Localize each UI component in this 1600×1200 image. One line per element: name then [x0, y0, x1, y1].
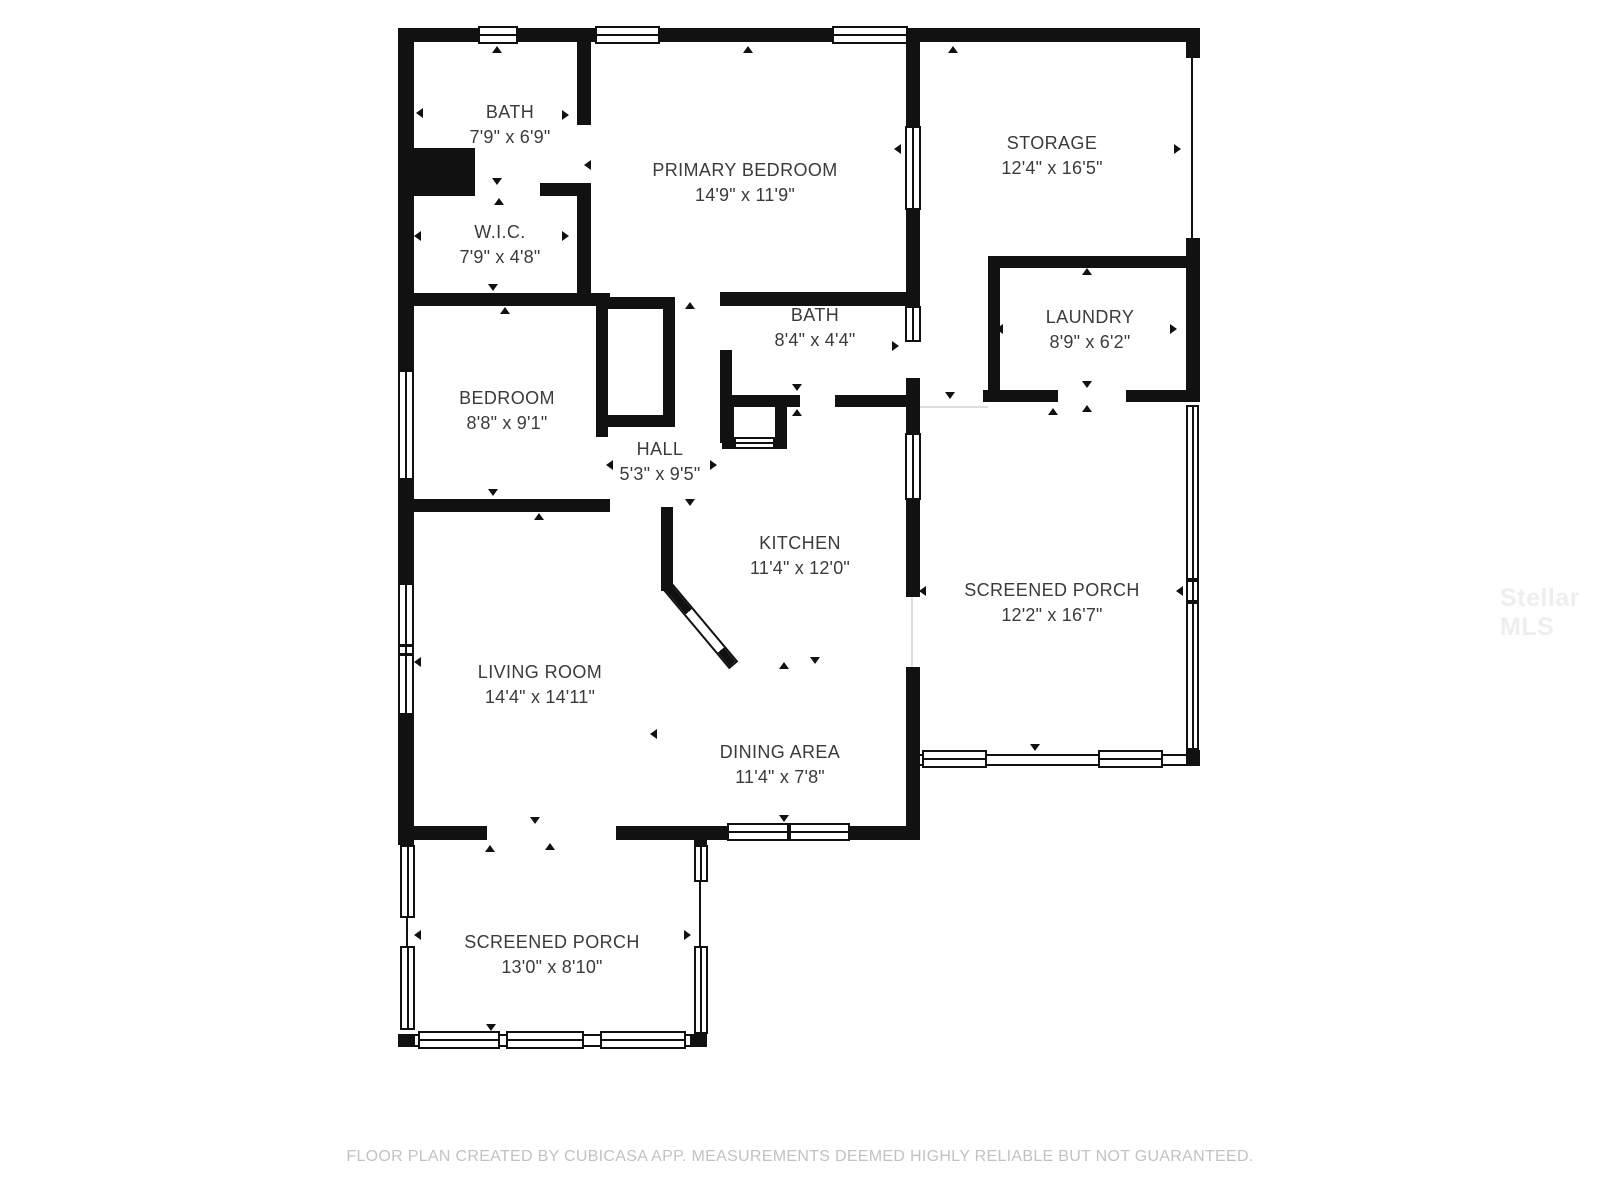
- window: [832, 26, 908, 44]
- room-name: SCREENED PORCH: [964, 580, 1140, 600]
- room-dimensions: 7'9" x 6'9": [469, 127, 551, 147]
- door-marker-icon: [685, 302, 695, 309]
- door-marker-icon: [1082, 381, 1092, 388]
- window-mullion: [398, 644, 414, 647]
- door-marker-icon: [494, 198, 504, 205]
- room-dimensions: 12'2" x 16'7": [1001, 605, 1103, 625]
- room-dimensions: 14'9" x 11'9": [695, 185, 795, 205]
- window-threshold: [734, 437, 775, 449]
- window: [905, 306, 921, 342]
- room-name: LAUNDRY: [1045, 307, 1135, 327]
- door-marker-icon: [948, 46, 958, 53]
- wall: [1191, 58, 1193, 238]
- room-label-primary-bedroom: [652, 158, 837, 208]
- window-mullion: [398, 653, 414, 656]
- room-dimensions: 13'0" x 8'10": [501, 957, 603, 977]
- room-dimensions: 11'4" x 12'0": [750, 558, 850, 578]
- room-name: BATH: [790, 305, 840, 325]
- room-name: PRIMARY BEDROOM: [652, 160, 838, 180]
- wall: [661, 507, 673, 591]
- door-marker-icon: [492, 178, 502, 185]
- door-marker-icon: [534, 513, 544, 520]
- door-marker-icon: [710, 460, 717, 470]
- door-opening: [905, 597, 921, 667]
- wall: [398, 293, 610, 306]
- room-label-kitchen: [750, 531, 850, 581]
- room-label-storage: [1001, 131, 1102, 181]
- door-marker-icon: [414, 930, 421, 940]
- door-marker-icon: [1082, 405, 1092, 412]
- room-label-screened-porch-south: [464, 930, 640, 980]
- door-marker-icon: [486, 1024, 496, 1031]
- window: [600, 1031, 686, 1049]
- wall: [403, 148, 475, 196]
- wall: [1186, 750, 1200, 766]
- room-name: SCREENED PORCH: [464, 932, 640, 952]
- room-dimensions: 11'4" x 7'8": [735, 767, 825, 787]
- door-marker-icon: [996, 324, 1003, 334]
- door-marker-icon: [779, 662, 789, 669]
- porch-opening-line: [920, 406, 988, 408]
- door-marker-icon: [584, 160, 591, 170]
- door-marker-icon: [1174, 144, 1181, 154]
- door-marker-icon: [792, 384, 802, 391]
- door-marker-icon: [500, 307, 510, 314]
- room-name: DINING AREA: [719, 742, 841, 762]
- door-marker-icon: [945, 392, 955, 399]
- door-marker-icon: [684, 930, 691, 940]
- door-marker-icon: [606, 460, 613, 470]
- wall: [398, 28, 1200, 42]
- door-marker-icon: [1170, 324, 1177, 334]
- wall: [694, 826, 707, 846]
- door-opening: [487, 825, 616, 841]
- room-label-wic: [460, 220, 541, 270]
- door-marker-icon: [530, 817, 540, 824]
- wall: [690, 1034, 707, 1047]
- room-dimensions: 8'4" x 4'4": [774, 330, 856, 350]
- door-marker-icon: [892, 341, 899, 351]
- wall: [596, 293, 608, 437]
- door-marker-icon: [650, 729, 657, 739]
- room-name: BEDROOM: [459, 388, 555, 408]
- door-marker-icon: [545, 843, 555, 850]
- screen-wall: [699, 882, 701, 946]
- window: [905, 433, 921, 500]
- room-dimensions: 7'9" x 4'8": [459, 247, 541, 267]
- room-dimensions: 5'3" x 9'5": [619, 464, 701, 484]
- window: [506, 1031, 584, 1049]
- screen-wall: [1186, 405, 1199, 580]
- room-label-bath-upper: [470, 100, 551, 150]
- door-marker-icon: [562, 231, 569, 241]
- wall: [398, 499, 610, 512]
- window: [398, 370, 414, 480]
- room-label-living-room: [478, 660, 602, 710]
- room-name: BATH: [485, 102, 535, 122]
- porch-opening-line: [911, 597, 913, 667]
- window: [789, 823, 850, 841]
- door-marker-icon: [779, 815, 789, 822]
- room-dimensions: 12'4" x 16'5": [1001, 158, 1103, 178]
- window: [478, 26, 518, 44]
- door-marker-icon: [488, 284, 498, 291]
- door-marker-icon: [919, 586, 926, 596]
- door-marker-icon: [492, 46, 502, 53]
- door-marker-icon: [792, 409, 802, 416]
- room-dimensions: 14'4" x 14'11": [484, 687, 596, 707]
- door-marker-icon: [743, 46, 753, 53]
- wall: [988, 256, 1186, 268]
- screen-wall: [694, 845, 708, 882]
- door-marker-icon: [1030, 744, 1040, 751]
- window: [418, 1031, 500, 1049]
- window: [398, 583, 414, 715]
- room-name: STORAGE: [1006, 133, 1098, 153]
- door-marker-icon: [1082, 268, 1092, 275]
- door-marker-icon: [414, 657, 421, 667]
- room-name: W.I.C.: [474, 222, 526, 242]
- wall: [1186, 238, 1200, 402]
- door-marker-icon: [1176, 586, 1183, 596]
- wall: [722, 403, 734, 449]
- screen-wall: [406, 918, 408, 946]
- window: [905, 126, 921, 210]
- room-label-bedroom: [459, 386, 555, 436]
- window: [727, 823, 789, 841]
- screen-wall: [1186, 602, 1199, 750]
- door-marker-icon: [1048, 408, 1058, 415]
- room-name: HALL: [636, 439, 684, 459]
- wall: [398, 1034, 415, 1047]
- wall: [663, 297, 675, 427]
- room-dimensions: 8'8" x 9'1": [466, 413, 548, 433]
- door-opening: [800, 395, 835, 407]
- wall: [1126, 390, 1200, 402]
- wall-diagonal-with-window: [661, 580, 738, 669]
- door-marker-icon: [685, 499, 695, 506]
- door-marker-icon: [562, 110, 569, 120]
- screen-wall: [400, 946, 415, 1030]
- room-name: KITCHEN: [759, 533, 841, 553]
- room-label-laundry: [1046, 305, 1135, 355]
- wall: [540, 183, 591, 196]
- window: [1098, 750, 1163, 768]
- mls-watermark: Stellar MLS: [1500, 584, 1580, 641]
- door-opening: [576, 125, 592, 183]
- wall: [983, 390, 1058, 402]
- door-marker-icon: [810, 657, 820, 664]
- footer-disclaimer: FLOOR PLAN CREATED BY CUBICASA APP. MEASUREMENTS DEEMED HIGHLY RELIABLE BUT NOT GUARANTEED.: [346, 1148, 1254, 1165]
- window: [922, 750, 987, 768]
- window: [595, 26, 660, 44]
- door-marker-icon: [414, 231, 421, 241]
- wall: [775, 403, 787, 449]
- room-label-hall: [620, 437, 701, 487]
- screen-wall: [694, 946, 708, 1034]
- door-marker-icon: [894, 144, 901, 154]
- room-label-bath-middle: [775, 303, 856, 353]
- screen-wall: [400, 845, 415, 918]
- room-label-screened-porch-east: [964, 578, 1140, 628]
- door-marker-icon: [488, 489, 498, 496]
- screen-door: [1186, 580, 1199, 602]
- wall: [1186, 28, 1200, 58]
- room-name: LIVING ROOM: [477, 662, 603, 682]
- door-opening: [905, 342, 921, 378]
- door-marker-icon: [485, 845, 495, 852]
- room-label-dining-area: [720, 740, 840, 790]
- room-dimensions: 8'9" x 6'2": [1049, 332, 1131, 352]
- door-marker-icon: [416, 108, 423, 118]
